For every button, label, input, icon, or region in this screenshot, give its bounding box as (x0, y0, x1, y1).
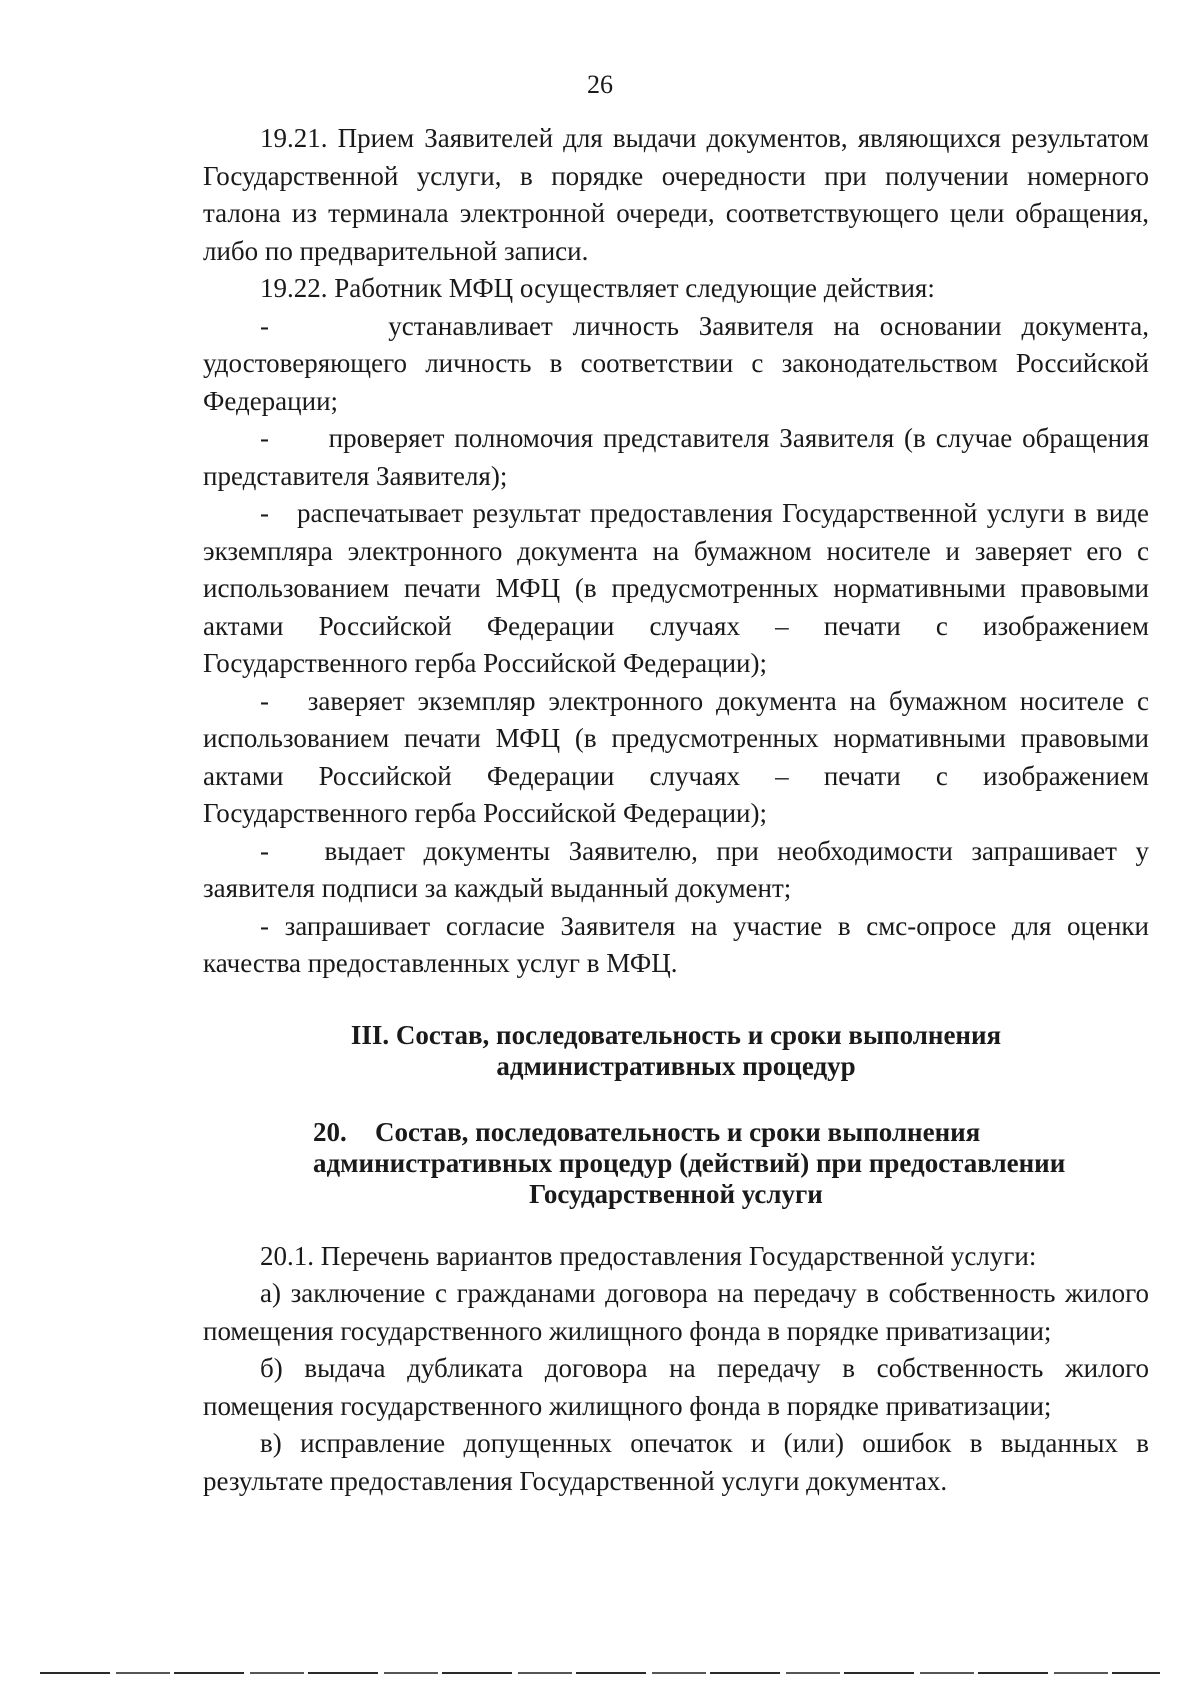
list-item-identity: - устанавливает личность Заявителя на основании документа, удостоверяющего личность в соответствии с законодательством Российской Федерации; (203, 310, 1156, 416)
variant-c: в) исправление допущенных опечаток и (или) ошибок в выданных в результате предоставления Государственной услуги документах. (203, 1428, 1149, 1496)
list-item-authority: - проверяет полномочия представителя Заявителя (в случае обращения представителя Заявителя); (203, 423, 1156, 491)
variant-b: б) выдача дубликата договора на передачу в собственность жилого помещения государственного жилищного фонда в порядке приватизации; (203, 1353, 1149, 1421)
subsection-heading-first-line (313, 1117, 1149, 1148)
list-item-certify-copy: - заверяет экземпляр электронного документа на бумажном носителе с использованием печати МФЦ (в предусмотренных нормативными правовыми актами Российской Федерации случаях – печати с изображением Государственного герба Российской Федерации); (203, 685, 1156, 828)
paragraph-19-21: 19.21. Прием Заявителей для выдачи документов, являющихся результатом Государственной услуги, в порядке очередности при получении номерного талона из терминала электронной очереди, соответствующего цели обращения, либо по предварительной записи. (203, 123, 1149, 266)
paragraph-20-1: 20.1. Перечень вариантов предоставления Государственной услуги: (260, 1240, 1037, 1271)
paragraph-19-22: 19.22. Работник МФЦ осуществляет следующие действия: (260, 273, 935, 303)
section-heading (203, 1020, 1149, 1082)
subsection-heading-line2: административных процедур (действий) при предоставлении (313, 1147, 1066, 1178)
list-item-sms-survey: - запрашивает согласие Заявителя на участие в смс-опросе для оценки качества предоставленных услуг в МФЦ. (203, 910, 1149, 978)
section-heading-line1: III. Состав, последовательность и сроки выполнения (350, 1019, 1002, 1050)
subsection-heading-line1: Состав, последовательность и сроки выполнения (375, 1116, 981, 1147)
variant-a: а) заключение с гражданами договора на передачу в собственность жилого помещения государственного жилищного фонда в порядке приватизации; (203, 1278, 1149, 1346)
document-body (203, 120, 1156, 1500)
subsection-heading (203, 1117, 1149, 1210)
list-item-issue-documents: - выдает документы Заявителю, при необходимости запрашивает у заявителя подписи за каждый выданный документ; (203, 835, 1156, 903)
subsection-heading-line3: Государственной услуги (529, 1178, 823, 1209)
list-item-print-result: - распечатывает результат предоставления Государственной услуги в виде экземпляра электронного документа на бумажном носителе и заверяет его с использованием печати МФЦ (в предусмотренных нормативными правовыми актами Российской Федерации случаях – печати с изображением Государственного герба Российской Федерации); (203, 498, 1156, 678)
scan-edge-line (40, 1672, 1160, 1674)
page-number: 26 (587, 70, 613, 99)
section-heading-line2: административных процедур (496, 1050, 856, 1081)
subsection-number: 20. (313, 1116, 347, 1147)
